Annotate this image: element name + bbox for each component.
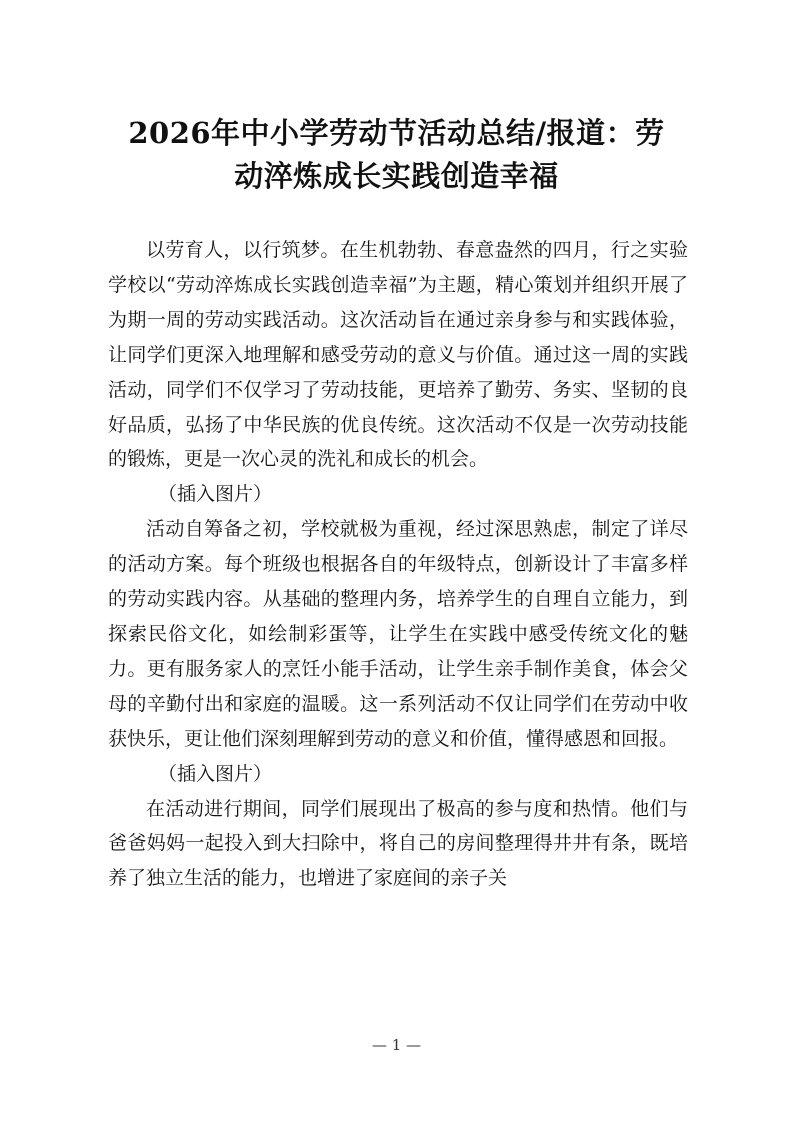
image-placeholder-1: （插入图片） <box>158 483 273 506</box>
title-line-1: 2026年中小学劳动节活动总结/报道：劳 <box>128 116 665 150</box>
image-placeholder-2: （插入图片） <box>158 762 273 785</box>
paragraph-preparation: 活动自筹备之初，学校就极为重视，经过深思熟虑，制定了详尽的活动方案。每个班级也根据各自的年级特点，创新设计了丰富多样的劳动实践内容。从基础的整理内务，培养学生的自理自立能力，到探索民俗文化，如绘制彩蛋等，让学生在实践中感受传统文化的魅力。更有服务家人的烹饪小能手活动，让学生亲手制作美食，体会父母的辛勤付出和家庭的温暖。这一系列活动不仅让同学们在劳动中收获快乐，更让他们深刻理解到劳动的意义和价值，懂得感恩和回报。 <box>108 518 688 750</box>
title-line-2: 动淬炼成长实践创造幸福 <box>234 159 559 193</box>
page-number: — 1 — <box>371 1036 422 1054</box>
paragraph-intro: 以劳育人，以行筑梦。在生机勃勃、春意盎然的四月，行之实验学校以“劳动淬炼成长实践创造幸福”为主题，精心策划并组织开展了为期一周的劳动实践活动。这次活动旨在通过亲身参与和实践体验，让同学们更深入地理解和感受劳动的意义与价值。通过这一周的实践活动，同学们不仅学习了劳动技能，更培养了勤劳、务实、坚韧的良好品质，弘扬了中华民族的优良传统。这次活动不仅是一次劳动技能的锻炼，更是一次心灵的洗礼和成长的机会。 <box>108 239 688 471</box>
paragraph-activity: 在活动进行期间，同学们展现出了极高的参与度和热情。他们与爸爸妈妈一起投入到大扫除中，将自己的房间整理得井井有条，既培养了独立生活的能力，也增进了家庭间的亲子关 <box>108 797 688 890</box>
document-body <box>108 233 688 896</box>
document-title <box>100 112 693 198</box>
